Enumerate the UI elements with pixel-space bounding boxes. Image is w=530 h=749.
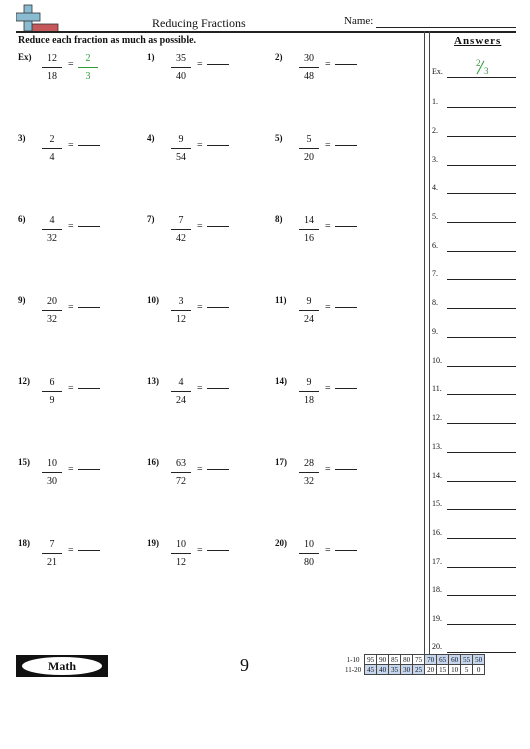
numerator: 6 [49, 377, 55, 388]
fraction-bar [299, 553, 319, 554]
answer-label: 8. [432, 298, 438, 307]
score-cell: 15 [437, 665, 449, 675]
problem-label: 4) [147, 133, 155, 143]
denominator: 24 [176, 395, 186, 406]
problem [18, 457, 138, 497]
answer-blank[interactable] [207, 226, 229, 227]
score-cell: 90 [377, 655, 389, 665]
problem [275, 538, 395, 578]
equals-sign: = [325, 302, 331, 313]
fraction-bar [299, 310, 319, 311]
answer-blank[interactable] [335, 388, 357, 389]
problem-label: 12) [18, 376, 30, 386]
denominator: 24 [304, 314, 314, 325]
equals-sign: = [68, 545, 74, 556]
answer-row[interactable] [432, 266, 516, 280]
answer-blank[interactable] [78, 307, 100, 308]
equals-sign: = [197, 140, 203, 151]
numerator: 12 [47, 53, 57, 64]
denominator: 40 [176, 71, 186, 82]
fraction-bar [299, 472, 319, 473]
answer-blank[interactable] [207, 307, 229, 308]
problem-label: 11) [275, 295, 287, 305]
problem [18, 133, 138, 173]
problem-label: 14) [275, 376, 287, 386]
answer-label: 9. [432, 327, 438, 336]
score-cell: 85 [389, 655, 401, 665]
problem [275, 376, 395, 416]
name-label: Name: [344, 15, 374, 27]
answer-line[interactable] [447, 136, 516, 137]
answer-row[interactable] [432, 554, 516, 568]
fraction [171, 214, 191, 245]
answer-blank[interactable] [78, 550, 100, 551]
equals-sign: = [325, 545, 331, 556]
answer-line[interactable] [447, 193, 516, 194]
page-number: 9 [240, 655, 249, 675]
fraction [299, 376, 319, 407]
problem [18, 538, 138, 578]
fraction-bar [42, 391, 62, 392]
equals-sign: = [325, 59, 331, 70]
denominator: 30 [47, 476, 57, 487]
numerator: 9 [306, 377, 312, 388]
answer-row[interactable] [432, 180, 516, 194]
fraction-bar [42, 148, 62, 149]
answers-heading: Answers [454, 35, 502, 47]
numerator: 7 [49, 539, 55, 550]
problem-label: 18) [18, 538, 30, 548]
answer-label: 3. [432, 155, 438, 164]
answer-blank[interactable] [207, 550, 229, 551]
equals-sign: = [197, 383, 203, 394]
problem-label: 13) [147, 376, 159, 386]
denominator: 9 [49, 395, 55, 406]
fraction-bar [42, 553, 62, 554]
answer-label: 19. [432, 614, 442, 623]
problem [275, 133, 395, 173]
equals-sign: = [325, 464, 331, 475]
fraction [42, 133, 62, 164]
answer-label: 18. [432, 585, 442, 594]
answer-row[interactable] [432, 611, 516, 625]
answer-label: 11. [432, 384, 442, 393]
answer-line[interactable] [447, 423, 516, 424]
denominator: 12 [176, 314, 186, 325]
denominator: 42 [176, 233, 186, 244]
answer-label: 7. [432, 269, 438, 278]
answer-label: 14. [432, 471, 442, 480]
answer-line[interactable] [447, 652, 516, 653]
answer-label: 12. [432, 413, 442, 422]
fraction [42, 538, 62, 569]
header-divider [16, 31, 516, 33]
fraction-bar [42, 472, 62, 473]
fraction [42, 214, 62, 245]
numerator: 10 [47, 458, 57, 469]
score-row-label: 11-20 [345, 665, 362, 674]
answer-row[interactable] [432, 123, 516, 137]
problem [147, 457, 267, 497]
answer-label: 6. [432, 241, 438, 250]
score-cell: 65 [437, 655, 449, 665]
problem-label: 15) [18, 457, 30, 467]
problem-label: 16) [147, 457, 159, 467]
name-field-line[interactable] [376, 27, 516, 28]
problem [18, 376, 138, 416]
equals-sign: = [197, 59, 203, 70]
answer-label: 13. [432, 442, 442, 451]
score-row-label: 1-10 [346, 655, 360, 664]
fraction-bar [171, 391, 191, 392]
score-cell: 20 [425, 665, 437, 675]
denominator: 16 [304, 233, 314, 244]
denominator: 54 [176, 152, 186, 163]
numerator: 20 [47, 296, 57, 307]
score-cell: 50 [473, 655, 485, 665]
fraction-bar [299, 148, 319, 149]
answer-row[interactable] [432, 639, 516, 653]
problem-label: 7) [147, 214, 155, 224]
problem-label: 17) [275, 457, 287, 467]
fraction [171, 376, 191, 407]
problem [18, 214, 138, 254]
numerator: 5 [306, 134, 312, 145]
fraction-bar [171, 310, 191, 311]
answer-line[interactable] [447, 366, 516, 367]
denominator: 20 [304, 152, 314, 163]
equals-sign: = [325, 221, 331, 232]
equals-sign: = [68, 464, 74, 475]
numerator: 35 [176, 53, 186, 64]
fraction [42, 295, 62, 326]
answer-blank[interactable] [78, 469, 100, 470]
answer-blank[interactable] [335, 469, 357, 470]
problem-label: 19) [147, 538, 159, 548]
answer-blank[interactable] [78, 145, 100, 146]
answer-blank[interactable] [207, 64, 229, 65]
problem-label: 9) [18, 295, 26, 305]
problem [147, 52, 267, 92]
fraction-bar [171, 229, 191, 230]
answer-line[interactable] [447, 567, 516, 568]
fraction-bar [171, 472, 191, 473]
score-cell: 75 [413, 655, 425, 665]
answer-label: 4. [432, 183, 438, 192]
score-cell: 5 [461, 665, 473, 675]
answer-row[interactable] [432, 468, 516, 482]
answer-label: Ex. [432, 67, 443, 76]
equals-sign: = [197, 545, 203, 556]
score-table [343, 654, 485, 675]
problem-label: 5) [275, 133, 283, 143]
problem [147, 214, 267, 254]
numerator: 14 [304, 215, 314, 226]
answer-blank[interactable] [335, 307, 357, 308]
problem-label: 2) [275, 52, 283, 62]
score-cell: 70 [425, 655, 437, 665]
score-cell: 30 [401, 665, 413, 675]
equals-sign: = [68, 140, 74, 151]
fraction [42, 376, 62, 407]
fraction [299, 214, 319, 245]
answer-row[interactable] [432, 525, 516, 539]
equals-sign: = [68, 383, 74, 394]
answer-label: 5. [432, 212, 438, 221]
numerator: 63 [176, 458, 186, 469]
fraction [299, 457, 319, 488]
answer-line[interactable] [447, 624, 516, 625]
score-cell: 40 [377, 665, 389, 675]
equals-sign: = [68, 302, 74, 313]
problem-label: 1) [147, 52, 155, 62]
answer-label: 17. [432, 557, 442, 566]
numerator: 9 [178, 134, 184, 145]
fraction [171, 457, 191, 488]
equals-sign: = [197, 464, 203, 475]
answer-line[interactable] [447, 481, 516, 482]
numerator: 2 [85, 53, 91, 64]
numerator: 10 [176, 539, 186, 550]
fraction [299, 295, 319, 326]
equals-sign: = [197, 221, 203, 232]
answer-row[interactable] [432, 496, 516, 510]
example-answer-numerator: 2 [476, 58, 481, 68]
example-reduced-fraction [78, 52, 98, 83]
problem [18, 295, 138, 335]
score-cell: 60 [449, 655, 461, 665]
equals-sign: = [197, 302, 203, 313]
score-cell: 10 [449, 665, 461, 675]
answer-label: 10. [432, 356, 442, 365]
answer-line[interactable] [447, 279, 516, 280]
denominator: 12 [176, 557, 186, 568]
subject-label: Math [22, 657, 102, 675]
fraction-bar [42, 67, 62, 68]
answer-row[interactable] [432, 353, 516, 367]
denominator: 80 [304, 557, 314, 568]
answer-label: 2. [432, 126, 438, 135]
problem [275, 52, 395, 92]
denominator: 21 [47, 557, 57, 568]
numerator: 9 [306, 296, 312, 307]
problem-label: 10) [147, 295, 159, 305]
fraction [42, 52, 62, 83]
answer-blank[interactable] [335, 226, 357, 227]
problem [275, 457, 395, 497]
numerator: 7 [178, 215, 184, 226]
answer-label: 20. [432, 642, 442, 651]
answer-row[interactable] [432, 94, 516, 108]
denominator: 18 [304, 395, 314, 406]
answer-row[interactable] [432, 439, 516, 453]
fraction [171, 295, 191, 326]
score-row [343, 665, 485, 675]
answer-row[interactable] [432, 410, 516, 424]
answer-blank[interactable] [335, 145, 357, 146]
answer-row[interactable] [432, 324, 516, 338]
answer-line[interactable] [447, 394, 516, 395]
answer-line[interactable] [447, 222, 516, 223]
fraction [299, 133, 319, 164]
problem-example [18, 52, 138, 92]
problem [147, 295, 267, 335]
worksheet-title: Reducing Fractions [152, 16, 246, 30]
score-cell: 45 [365, 665, 377, 675]
problem-label: 20) [275, 538, 287, 548]
problem-label: 6) [18, 214, 26, 224]
problem-label: 8) [275, 214, 283, 224]
problem [147, 376, 267, 416]
score-row [343, 655, 485, 665]
answer-row[interactable] [432, 209, 516, 223]
instructions: Reduce each fraction as much as possible. [18, 35, 197, 46]
fraction-bar [171, 148, 191, 149]
fraction [299, 538, 319, 569]
answer-blank[interactable] [207, 388, 229, 389]
answer-line[interactable] [447, 509, 516, 510]
denominator: 18 [47, 71, 57, 82]
answer-row[interactable] [432, 152, 516, 166]
fraction [42, 457, 62, 488]
denominator: 32 [304, 476, 314, 487]
problem-label: Ex) [18, 52, 32, 62]
equals-sign: = [325, 140, 331, 151]
answer-row[interactable] [432, 238, 516, 252]
fraction-bar [171, 553, 191, 554]
numerator: 28 [304, 458, 314, 469]
problem-label: 3) [18, 133, 26, 143]
score-cell: 80 [401, 655, 413, 665]
answer-blank[interactable] [78, 226, 100, 227]
score-cell: 95 [365, 655, 377, 665]
answer-line[interactable] [447, 107, 516, 108]
numerator: 2 [49, 134, 55, 145]
answer-line[interactable] [447, 337, 516, 338]
answer-blank[interactable] [335, 550, 357, 551]
equals-sign: = [68, 221, 74, 232]
fraction-bar [299, 229, 319, 230]
answer-line[interactable] [447, 452, 516, 453]
answer-row[interactable] [432, 295, 516, 309]
equals-sign: = [68, 59, 74, 70]
numerator: 10 [304, 539, 314, 550]
equals-sign: = [325, 383, 331, 394]
fraction [171, 538, 191, 569]
denominator: 32 [47, 233, 57, 244]
fraction [299, 52, 319, 83]
numerator: 4 [49, 215, 55, 226]
example-answer [472, 58, 496, 78]
answer-line[interactable] [447, 308, 516, 309]
answer-blank[interactable] [78, 388, 100, 389]
fraction-bar [299, 67, 319, 68]
answer-blank[interactable] [335, 64, 357, 65]
score-cell: 25 [413, 665, 425, 675]
answer-blank[interactable] [207, 469, 229, 470]
answer-blank[interactable] [207, 145, 229, 146]
score-cell: 0 [473, 665, 485, 675]
answer-line[interactable] [447, 165, 516, 166]
problem [147, 538, 267, 578]
problem [275, 214, 395, 254]
answer-label: 15. [432, 499, 442, 508]
answer-label: 16. [432, 528, 442, 537]
denominator: 72 [176, 476, 186, 487]
numerator: 4 [178, 377, 184, 388]
denominator: 3 [85, 71, 91, 82]
answer-column-divider [424, 31, 430, 655]
fraction-bar [171, 67, 191, 68]
fraction-bar [42, 310, 62, 311]
score-cell: 35 [389, 665, 401, 675]
problem [147, 133, 267, 173]
problem [275, 295, 395, 335]
denominator: 4 [49, 152, 55, 163]
answer-row[interactable] [432, 582, 516, 596]
fraction-bar [299, 391, 319, 392]
fraction-bar [42, 229, 62, 230]
fraction [171, 133, 191, 164]
numerator: 30 [304, 53, 314, 64]
answer-line[interactable] [447, 595, 516, 596]
math-plus-logo-icon [16, 4, 60, 32]
denominator: 48 [304, 71, 314, 82]
answer-row[interactable] [432, 381, 516, 395]
denominator: 32 [47, 314, 57, 325]
answer-label: 1. [432, 97, 438, 106]
answer-line[interactable] [447, 538, 516, 539]
fraction-bar [78, 67, 98, 68]
fraction [171, 52, 191, 83]
example-answer-denominator: 3 [484, 66, 489, 76]
numerator: 3 [178, 296, 184, 307]
score-cell: 55 [461, 655, 473, 665]
answer-line[interactable] [447, 251, 516, 252]
